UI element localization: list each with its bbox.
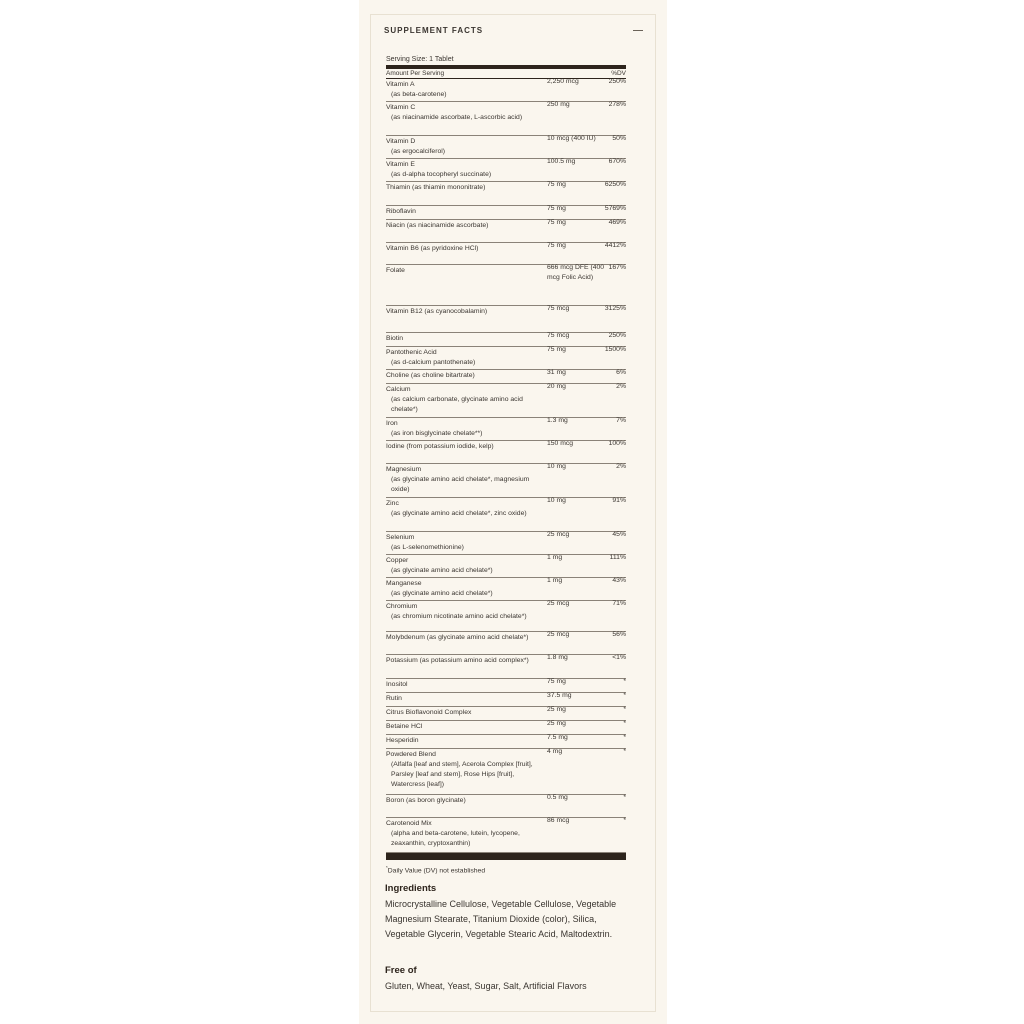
nutrient-name [386,533,541,553]
nutrient-amount: 75 mg [547,219,566,226]
nutrient-amount: 25 mcg [547,531,570,538]
nutrient-amount: 1.8 mg [547,654,568,661]
nutrient-amount: 0.5 mg [547,794,568,801]
nutrient-amount: 25 mg [547,720,566,727]
nutrient-name: Folate [386,267,405,274]
nutrient-amount: 75 mg [547,242,566,249]
table-row [386,384,626,418]
table-row [386,578,626,601]
nutrient-amount: 37.5 mg [547,692,572,699]
nutrient-amount: 4 mg [547,748,563,755]
table-row [386,79,626,102]
nutrient-dv: 4412% [604,242,626,249]
nutrient-source: (as d-alpha tocopheryl succinate) [391,171,492,178]
nutrient-name [386,80,541,100]
nutrient-amount: 150 mcg [547,440,574,447]
nutrient-label: Powdered Blend [386,751,436,758]
nutrient-name: Riboflavin [386,208,416,215]
nutrient-dv: 167% [608,264,626,271]
collapse-icon[interactable] [633,30,643,31]
nutrient-name: Citrus Bioflavonoid Complex [386,709,472,716]
nutrient-name [386,819,541,849]
amount-header: Amount Per Serving [386,70,445,77]
nutrient-dv: 45% [612,531,626,538]
free-of-title: Free of [385,965,417,976]
nutrient-source: (as calcium carbonate, glycinate amino acid chelate*) [391,396,523,413]
supplement-facts-table [386,55,626,874]
nutrient-amount: 7.5 mg [547,734,568,741]
free-of-text: Gluten, Wheat, Yeast, Sugar, Salt, Artificial Flavors [385,981,587,991]
table-row [386,441,626,464]
nutrient-dv: 56% [612,631,626,638]
nutrient-rows [386,79,626,853]
dv-header: %DV [611,70,626,77]
nutrient-label: Vitamin A [386,81,415,88]
nutrient-amount: 1.3 mg [547,417,568,424]
nutrient-name [386,385,541,415]
nutrient-source: (as glycinate amino acid chelate*) [391,567,493,574]
nutrient-source: (as beta-carotene) [391,91,447,98]
footnote [386,865,626,874]
table-row [386,136,626,159]
nutrient-source: (as ergocalciferol) [391,148,446,155]
table-row [386,655,626,679]
nutrient-name: Niacin (as niacinamide ascorbate) [386,222,489,229]
nutrient-dv: * [623,678,626,685]
table-row [386,464,626,498]
nutrient-source: (as glycinate amino acid chelate*, zinc oxide) [391,510,527,517]
nutrient-name: Thiamin (as thiamin mononitrate) [386,184,486,191]
nutrient-amount: 250 mg [547,101,570,108]
nutrient-amount: 31 mg [547,369,566,376]
accordion-title: SUPPLEMENT FACTS [384,26,484,35]
nutrient-amount: 75 mg [547,181,566,188]
nutrient-name: Iodine (from potassium iodide, kelp) [386,443,494,450]
table-row [386,347,626,370]
ingredients-title: Ingredients [385,883,437,894]
nutrient-dv: 6250% [604,181,626,188]
nutrient-source: (as niacinamide ascorbate, L-ascorbic acid) [391,114,523,121]
table-row [386,532,626,555]
nutrient-name [386,137,541,157]
nutrient-name [386,465,541,495]
nutrient-amount: 25 mcg [547,631,570,638]
nutrient-dv: 91% [612,497,626,504]
nutrient-label: Vitamin E [386,161,415,168]
nutrient-dv: 5769% [604,205,626,212]
table-row [386,102,626,136]
table-row [386,498,626,532]
nutrient-name: Vitamin B12 (as cyanocobalamin) [386,308,488,315]
nutrient-name: Betaine HCl [386,723,423,730]
table-row [386,818,626,853]
supplement-facts-accordion [370,14,656,1012]
nutrient-amount: 75 mcg [547,332,570,339]
table-row [386,159,626,182]
nutrient-amount: 75 mcg [547,305,570,312]
nutrient-dv: * [623,706,626,713]
serving-size: Serving Size: 1 Tablet [386,56,454,63]
nutrient-name [386,579,541,599]
nutrient-name: Potassium (as potassium amino acid complex*) [386,657,529,664]
nutrient-dv: 2% [616,383,626,390]
nutrient-label: Chromium [386,603,418,610]
nutrient-dv: * [623,817,626,824]
nutrient-dv: * [623,748,626,755]
nutrient-label: Magnesium [386,466,422,473]
nutrient-label: Calcium [386,386,411,393]
nutrient-amount: 25 mg [547,706,566,713]
table-row [386,632,626,655]
nutrient-amount: 25 mcg [547,600,570,607]
nutrient-dv: * [623,794,626,801]
nutrient-source: (as glycinate amino acid chelate*, magnesium oxide) [391,476,530,493]
nutrient-label: Zinc [386,500,399,507]
nutrient-source: (Alfalfa [leaf and stem], Acerola Complex [fruit], Parsley [leaf and stem], Rose Hips [fruit], Watercress [leaf]) [391,761,533,788]
nutrient-amount: 75 mg [547,346,566,353]
table-row [386,601,626,632]
nutrient-label: Vitamin C [386,104,416,111]
nutrient-amount: 86 mcg [547,817,570,824]
nutrient-name [386,348,541,368]
nutrient-label: Iron [386,420,398,427]
nutrient-amount: 75 mg [547,205,566,212]
nutrient-dv: 7% [616,417,626,424]
nutrient-amount: 10 mg [547,497,566,504]
nutrient-name [386,160,541,180]
nutrient-amount: 2,250 mcg [547,78,579,85]
footnote-text: Daily Value (DV) not established [387,867,486,875]
nutrient-dv: 50% [612,135,626,142]
nutrient-source: (alpha and beta-carotene, lutein, lycopene, zeaxanthin, cryptoxanthin) [391,830,520,847]
nutrient-name [386,602,541,622]
table-row [386,243,626,265]
nutrient-dv: 111% [609,554,626,561]
nutrient-name [386,499,541,519]
nutrient-dv: 250% [608,78,626,85]
nutrient-label: Pantothenic Acid [386,349,437,356]
nutrient-dv: 1500% [604,346,626,353]
nutrient-dv: * [623,692,626,699]
nutrient-name [386,750,541,790]
nutrient-amount: 10 mcg (400 IU) [547,135,596,142]
divider-bottom [386,853,626,860]
nutrient-label: Carotenoid Mix [386,820,432,827]
nutrient-dv: 250% [608,332,626,339]
table-row [386,418,626,441]
nutrient-name: Inositol [386,681,408,688]
nutrient-name [386,556,541,576]
nutrient-label: Vitamin D [386,138,416,145]
table-row [386,182,626,206]
nutrient-dv: * [623,720,626,727]
footnote-mark: * [386,865,388,870]
nutrient-dv: 278% [608,101,626,108]
nutrient-name [386,419,541,439]
nutrient-dv: 2% [616,463,626,470]
nutrient-amount: 666 mcg DFE (400 mcg Folic Acid) [547,264,605,281]
nutrient-source: (as iron bisglycinate chelate**) [391,430,483,437]
nutrient-dv: * [623,734,626,741]
nutrient-source: (as d-calcium pantothenate) [391,359,476,366]
nutrient-label: Manganese [386,580,422,587]
nutrient-source: (as chromium nicotinate amino acid chelate*) [391,613,527,620]
nutrient-dv: 43% [612,577,626,584]
nutrient-amount: 1 mg [547,577,563,584]
nutrient-name [386,103,541,123]
nutrient-dv: 469% [608,219,626,226]
nutrient-name: Biotin [386,335,404,342]
table-row [386,265,626,306]
nutrient-amount: 100.5 mg [547,158,576,165]
table-row [386,749,626,795]
nutrient-name: Hesperidin [386,737,419,744]
nutrient-dv: 71% [612,600,626,607]
nutrient-name: Boron (as boron glycinate) [386,797,466,804]
nutrient-amount: 75 mg [547,678,566,685]
nutrient-source: (as glycinate amino acid chelate*) [391,590,493,597]
nutrient-label: Selenium [386,534,415,541]
nutrient-source: (as L-selenomethionine) [391,544,464,551]
nutrient-dv: <1% [612,654,626,661]
nutrient-label: Copper [386,557,409,564]
table-row [386,795,626,818]
nutrient-dv: 6% [616,369,626,376]
nutrient-dv: 100% [608,440,626,447]
nutrient-name: Choline (as choline bitartrate) [386,372,475,379]
nutrient-amount: 20 mg [547,383,566,390]
table-row [386,555,626,578]
table-row [386,220,626,243]
nutrient-dv: 670% [608,158,626,165]
nutrient-name: Rutin [386,695,402,702]
table-row [386,306,626,333]
nutrient-amount: 1 mg [547,554,563,561]
nutrient-name: Vitamin B6 (as pyridoxine HCl) [386,245,479,252]
nutrient-dv: 3125% [604,305,626,312]
ingredients-text: Microcrystalline Cellulose, Vegetable Cellulose, Vegetable Magnesium Stearate, Titanium Dioxide (color), Silica, Vegetable Glycerin, Vegetable Stearic Acid, Maltodextrin. [385,899,617,939]
nutrient-amount: 10 mg [547,463,566,470]
nutrient-name: Molybdenum (as glycinate amino acid chelate*) [386,634,529,641]
supplement-facts-panel [359,0,667,1024]
